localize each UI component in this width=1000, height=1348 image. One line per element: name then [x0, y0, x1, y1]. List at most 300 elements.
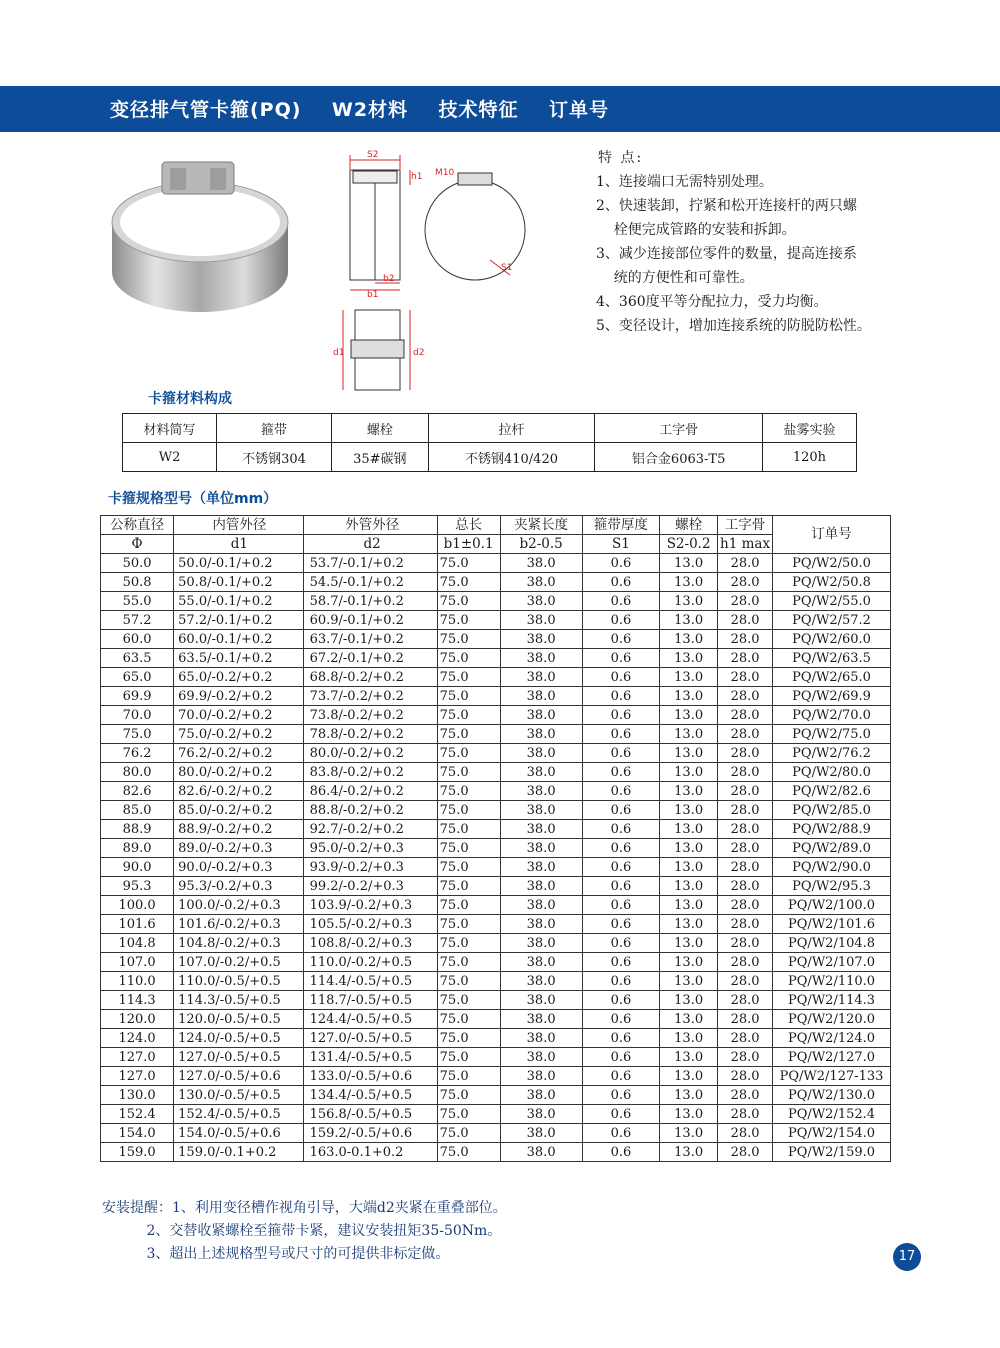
note-line: 3、超出上述规格型号或尺寸的可提供非标定做。 [102, 1246, 450, 1262]
material-cell: 35#碳钢 [332, 443, 429, 472]
spec-cell: PQ/W2/76.2 [773, 744, 891, 763]
spec-header-cell: 工字骨 [718, 516, 773, 535]
material-header-cell: 箍带 [217, 414, 332, 443]
spec-row [101, 611, 891, 630]
feature-item: 统的方便性和可靠性。 [596, 270, 754, 286]
spec-cell: 75.0 [437, 915, 500, 934]
spec-subheader-cell: h1 max [718, 535, 773, 554]
spec-cell: 89.0 [101, 839, 174, 858]
label-h1: h1 [411, 172, 423, 182]
spec-cell: 0.6 [582, 858, 660, 877]
feature-item: 1、连接端口无需特别处理。 [596, 174, 773, 190]
spec-cell: 13.0 [660, 1124, 718, 1143]
spec-row [101, 668, 891, 687]
spec-cell: 38.0 [500, 744, 582, 763]
spec-cell: 69.9 [101, 687, 174, 706]
spec-cell: 63.7/-0.1/+0.2 [303, 630, 437, 649]
spec-cell: 38.0 [500, 896, 582, 915]
spec-header [101, 516, 891, 554]
spec-row [101, 725, 891, 744]
spec-cell: 114.3 [101, 991, 174, 1010]
spec-cell: 28.0 [718, 782, 773, 801]
spec-row [101, 1105, 891, 1124]
spec-cell: 60.0/-0.1/+0.2 [174, 630, 303, 649]
spec-cell: 159.2/-0.5/+0.6 [303, 1124, 437, 1143]
spec-row [101, 1048, 891, 1067]
spec-subheader-cell: S2-0.2 [660, 535, 718, 554]
spec-cell: 0.6 [582, 1048, 660, 1067]
spec-cell: 85.0 [101, 801, 174, 820]
spec-cell: 28.0 [718, 1124, 773, 1143]
spec-cell: 13.0 [660, 1048, 718, 1067]
spec-cell: 163.0-0.1+0.2 [303, 1143, 437, 1162]
spec-cell: PQ/W2/114.3 [773, 991, 891, 1010]
spec-cell: 58.7/-0.1/+0.2 [303, 592, 437, 611]
spec-row [101, 972, 891, 991]
spec-cell: 28.0 [718, 1010, 773, 1029]
spec-cell: 159.0/-0.1+0.2 [174, 1143, 303, 1162]
spec-cell: 50.0/-0.1/+0.2 [174, 554, 303, 573]
spec-cell: 0.6 [582, 1124, 660, 1143]
spec-cell: PQ/W2/88.9 [773, 820, 891, 839]
spec-cell: 28.0 [718, 896, 773, 915]
material-cell: 120h [762, 443, 856, 472]
spec-cell: 28.0 [718, 763, 773, 782]
spec-cell: 107.0 [101, 953, 174, 972]
spec-cell: 28.0 [718, 611, 773, 630]
spec-cell: 0.6 [582, 915, 660, 934]
spec-header-cell: 螺栓 [660, 516, 718, 535]
spec-cell: 70.0 [101, 706, 174, 725]
spec-row [101, 649, 891, 668]
spec-cell: 54.5/-0.1/+0.2 [303, 573, 437, 592]
spec-cell: 131.4/-0.5/+0.5 [303, 1048, 437, 1067]
spec-cell: 38.0 [500, 1010, 582, 1029]
spec-cell: 82.6 [101, 782, 174, 801]
material-cell: 不锈钢410/420 [428, 443, 595, 472]
spec-cell: 0.6 [582, 611, 660, 630]
spec-cell: 88.9/-0.2/+0.2 [174, 820, 303, 839]
spec-cell: 152.4/-0.5/+0.5 [174, 1105, 303, 1124]
spec-cell: 28.0 [718, 554, 773, 573]
spec-row [101, 1086, 891, 1105]
spec-cell: 50.0 [101, 554, 174, 573]
spec-cell: PQ/W2/154.0 [773, 1124, 891, 1143]
label-d2: d2 [413, 348, 425, 358]
spec-cell: 75.0 [437, 972, 500, 991]
spec-cell: 75.0 [437, 839, 500, 858]
spec-cell: 28.0 [718, 725, 773, 744]
spec-cell: 110.0/-0.5/+0.5 [174, 972, 303, 991]
spec-cell: 13.0 [660, 858, 718, 877]
spec-cell: 110.0/-0.2/+0.5 [303, 953, 437, 972]
spec-row [101, 953, 891, 972]
spec-cell: 38.0 [500, 630, 582, 649]
spec-cell: 86.4/-0.2/+0.2 [303, 782, 437, 801]
spec-cell: 73.8/-0.2/+0.2 [303, 706, 437, 725]
spec-cell: 38.0 [500, 877, 582, 896]
spec-cell: 50.8 [101, 573, 174, 592]
spec-cell: 75.0 [437, 934, 500, 953]
spec-subheader-cell: d1 [174, 535, 303, 554]
spec-cell: 88.9 [101, 820, 174, 839]
spec-cell: 82.6/-0.2/+0.2 [174, 782, 303, 801]
spec-row [101, 1143, 891, 1162]
spec-cell: 75.0 [437, 763, 500, 782]
spec-cell: 28.0 [718, 630, 773, 649]
spec-cell: 0.6 [582, 972, 660, 991]
spec-cell: PQ/W2/95.3 [773, 877, 891, 896]
spec-cell: 75.0 [437, 1124, 500, 1143]
spec-cell: 0.6 [582, 1105, 660, 1124]
spec-cell: PQ/W2/65.0 [773, 668, 891, 687]
spec-cell: 38.0 [500, 991, 582, 1010]
spec-cell: 100.0/-0.2/+0.3 [174, 896, 303, 915]
spec-cell: 75.0 [437, 1048, 500, 1067]
spec-cell: PQ/W2/124.0 [773, 1029, 891, 1048]
spec-row [101, 839, 891, 858]
spec-cell: 28.0 [718, 820, 773, 839]
spec-cell: 101.6 [101, 915, 174, 934]
spec-cell: PQ/W2/80.0 [773, 763, 891, 782]
spec-row [101, 858, 891, 877]
label-b2: b2 [383, 274, 395, 284]
spec-cell: 38.0 [500, 1143, 582, 1162]
spec-cell: PQ/W2/120.0 [773, 1010, 891, 1029]
spec-section-title: 卡箍规格型号（单位mm） [108, 491, 278, 507]
spec-cell: PQ/W2/89.0 [773, 839, 891, 858]
spec-cell: 38.0 [500, 858, 582, 877]
spec-cell: 0.6 [582, 1143, 660, 1162]
spec-row [101, 1124, 891, 1143]
spec-cell: 0.6 [582, 1086, 660, 1105]
material-cell: 铝合金6063-T5 [595, 443, 763, 472]
material-section-title: 卡箍材料构成 [148, 391, 232, 407]
spec-cell: 0.6 [582, 649, 660, 668]
spec-cell: 38.0 [500, 915, 582, 934]
spec-cell: 38.0 [500, 953, 582, 972]
spec-row [101, 801, 891, 820]
spec-cell: 0.6 [582, 744, 660, 763]
spec-cell: 156.8/-0.5/+0.5 [303, 1105, 437, 1124]
spec-cell: 93.9/-0.2/+0.3 [303, 858, 437, 877]
spec-cell: 38.0 [500, 592, 582, 611]
spec-cell: 28.0 [718, 1048, 773, 1067]
spec-cell: 38.0 [500, 820, 582, 839]
spec-cell: 83.8/-0.2/+0.2 [303, 763, 437, 782]
spec-cell: 28.0 [718, 668, 773, 687]
spec-cell: 38.0 [500, 1086, 582, 1105]
spec-cell: 75.0 [437, 877, 500, 896]
spec-row [101, 554, 891, 573]
spec-cell: 0.6 [582, 782, 660, 801]
page-number: 17 [893, 1243, 921, 1271]
spec-cell: 75.0 [437, 687, 500, 706]
spec-row [101, 915, 891, 934]
spec-cell: 75.0 [437, 744, 500, 763]
spec-cell: 13.0 [660, 839, 718, 858]
spec-cell: 73.7/-0.2/+0.2 [303, 687, 437, 706]
spec-cell: 88.8/-0.2/+0.2 [303, 801, 437, 820]
technical-drawing [325, 145, 540, 395]
spec-subheader-cell: b2-0.5 [500, 535, 582, 554]
feature-item: 4、360度平等分配拉力，受力均衡。 [596, 294, 828, 310]
spec-cell: 28.0 [718, 706, 773, 725]
spec-subheader-cell: b1±0.1 [437, 535, 500, 554]
spec-cell: 130.0/-0.5/+0.5 [174, 1086, 303, 1105]
spec-cell: PQ/W2/104.8 [773, 934, 891, 953]
spec-cell: 0.6 [582, 725, 660, 744]
material-cell: 不锈钢304 [217, 443, 332, 472]
spec-cell: 80.0/-0.2/+0.2 [303, 744, 437, 763]
spec-cell: 13.0 [660, 1105, 718, 1124]
spec-body [101, 554, 891, 1162]
spec-cell: PQ/W2/50.8 [773, 573, 891, 592]
spec-row [101, 1029, 891, 1048]
spec-cell: 0.6 [582, 668, 660, 687]
spec-cell: 75.0/-0.2/+0.2 [174, 725, 303, 744]
spec-subheader-cell: Φ [101, 535, 174, 554]
spec-cell: 133.0/-0.5/+0.6 [303, 1067, 437, 1086]
spec-cell: 92.7/-0.2/+0.2 [303, 820, 437, 839]
page-title: 变径排气管卡箍(PQ) W2材料 技术特征 订单号 [110, 99, 609, 121]
spec-cell: 65.0/-0.2/+0.2 [174, 668, 303, 687]
spec-cell: 50.8/-0.1/+0.2 [174, 573, 303, 592]
spec-cell: 13.0 [660, 972, 718, 991]
spec-cell: 114.4/-0.5/+0.5 [303, 972, 437, 991]
spec-cell: 38.0 [500, 706, 582, 725]
material-header-cell: 螺栓 [332, 414, 429, 443]
install-notes [102, 1197, 507, 1266]
features-list [596, 146, 996, 338]
spec-cell: 28.0 [718, 972, 773, 991]
spec-cell: 127.0 [101, 1048, 174, 1067]
spec-cell: 13.0 [660, 611, 718, 630]
spec-cell: 38.0 [500, 687, 582, 706]
spec-cell: 38.0 [500, 1067, 582, 1086]
spec-cell: 38.0 [500, 554, 582, 573]
spec-cell: 75.0 [437, 630, 500, 649]
spec-cell: 28.0 [718, 1086, 773, 1105]
spec-cell: 0.6 [582, 953, 660, 972]
spec-subheader-row [101, 535, 891, 554]
spec-cell: 28.0 [718, 839, 773, 858]
label-d1: d1 [333, 348, 345, 358]
spec-cell: 38.0 [500, 801, 582, 820]
spec-cell: 38.0 [500, 611, 582, 630]
spec-cell: 90.0/-0.2/+0.3 [174, 858, 303, 877]
spec-cell: 99.2/-0.2/+0.3 [303, 877, 437, 896]
spec-cell: 75.0 [437, 725, 500, 744]
spec-cell: PQ/W2/60.0 [773, 630, 891, 649]
spec-cell: 75.0 [437, 820, 500, 839]
spec-cell: 75.0 [437, 991, 500, 1010]
spec-cell: 13.0 [660, 725, 718, 744]
material-table [122, 413, 857, 472]
spec-cell: 127.0 [101, 1067, 174, 1086]
spec-cell: 38.0 [500, 782, 582, 801]
spec-cell: 13.0 [660, 1143, 718, 1162]
spec-cell: 127.0/-0.5/+0.6 [174, 1067, 303, 1086]
spec-cell: 70.0/-0.2/+0.2 [174, 706, 303, 725]
spec-cell: 0.6 [582, 573, 660, 592]
spec-cell: 130.0 [101, 1086, 174, 1105]
material-header-cell: 材料简写 [123, 414, 217, 443]
spec-cell: 57.2/-0.1/+0.2 [174, 611, 303, 630]
spec-cell: 13.0 [660, 668, 718, 687]
spec-cell: 13.0 [660, 953, 718, 972]
spec-cell: 13.0 [660, 763, 718, 782]
features-title: 特 点: [598, 150, 644, 166]
label-b1: b1 [367, 290, 379, 300]
spec-cell: 53.7/-0.1/+0.2 [303, 554, 437, 573]
spec-cell: 63.5 [101, 649, 174, 668]
spec-cell: 38.0 [500, 649, 582, 668]
spec-cell: 78.8/-0.2/+0.2 [303, 725, 437, 744]
spec-cell: 28.0 [718, 744, 773, 763]
spec-cell: 13.0 [660, 915, 718, 934]
spec-cell: 38.0 [500, 573, 582, 592]
spec-cell: 28.0 [718, 592, 773, 611]
spec-cell: 13.0 [660, 801, 718, 820]
feature-item: 栓便完成管路的安装和拆卸。 [596, 222, 796, 238]
spec-cell: 75.0 [101, 725, 174, 744]
material-header-row [123, 414, 857, 443]
spec-cell: 75.0 [437, 782, 500, 801]
spec-cell: 75.0 [437, 801, 500, 820]
spec-cell: 89.0/-0.2/+0.3 [174, 839, 303, 858]
spec-row [101, 820, 891, 839]
spec-cell: PQ/W2/69.9 [773, 687, 891, 706]
spec-row [101, 991, 891, 1010]
spec-cell: 38.0 [500, 763, 582, 782]
clamp-photo [100, 152, 300, 322]
spec-cell: 114.3/-0.5/+0.5 [174, 991, 303, 1010]
spec-cell: 120.0 [101, 1010, 174, 1029]
spec-cell: 0.6 [582, 839, 660, 858]
spec-header-cell: 箍带厚度 [582, 516, 660, 535]
spec-cell: 38.0 [500, 934, 582, 953]
spec-cell: 28.0 [718, 991, 773, 1010]
label-s2: S2 [367, 150, 379, 160]
spec-cell: 38.0 [500, 1105, 582, 1124]
spec-cell: 28.0 [718, 1105, 773, 1124]
spec-cell: 28.0 [718, 915, 773, 934]
spec-cell: PQ/W2/110.0 [773, 972, 891, 991]
spec-cell: 76.2 [101, 744, 174, 763]
note-line: 安装提醒：1、利用变径槽作视角引导，大端d2夹紧在重叠部位。 [102, 1200, 507, 1216]
spec-cell: 38.0 [500, 1029, 582, 1048]
spec-cell: PQ/W2/127.0 [773, 1048, 891, 1067]
spec-cell: 13.0 [660, 820, 718, 839]
spec-cell: 13.0 [660, 877, 718, 896]
spec-header-cell: 夹紧长度 [500, 516, 582, 535]
spec-header-cell: 订单号 [773, 516, 891, 554]
spec-header-cell: 公称直径 [101, 516, 174, 535]
spec-cell: 60.0 [101, 630, 174, 649]
spec-cell: PQ/W2/159.0 [773, 1143, 891, 1162]
spec-cell: 0.6 [582, 687, 660, 706]
spec-table [100, 515, 891, 1162]
spec-cell: 13.0 [660, 896, 718, 915]
spec-row [101, 706, 891, 725]
spec-cell: 75.0 [437, 554, 500, 573]
spec-cell: 75.0 [437, 1105, 500, 1124]
spec-cell: PQ/W2/152.4 [773, 1105, 891, 1124]
spec-cell: 105.5/-0.2/+0.3 [303, 915, 437, 934]
spec-cell: PQ/W2/100.0 [773, 896, 891, 915]
spec-cell: PQ/W2/55.0 [773, 592, 891, 611]
spec-cell: 38.0 [500, 1124, 582, 1143]
spec-cell: 124.4/-0.5/+0.5 [303, 1010, 437, 1029]
feature-item: 5、变径设计，增加连接系统的防脱防松性。 [596, 318, 871, 334]
spec-cell: 0.6 [582, 763, 660, 782]
spec-cell: 75.0 [437, 668, 500, 687]
spec-cell: 75.0 [437, 573, 500, 592]
spec-cell: 0.6 [582, 820, 660, 839]
spec-cell: 55.0 [101, 592, 174, 611]
feature-item: 2、快速装卸，拧紧和松开连接杆的两只螺 [596, 198, 857, 214]
spec-cell: 154.0/-0.5/+0.6 [174, 1124, 303, 1143]
spec-cell: PQ/W2/57.2 [773, 611, 891, 630]
spec-cell: 75.0 [437, 649, 500, 668]
spec-row [101, 877, 891, 896]
spec-header-cell: 内管外径 [174, 516, 303, 535]
spec-cell: 75.0 [437, 1143, 500, 1162]
spec-cell: 75.0 [437, 706, 500, 725]
spec-cell: 38.0 [500, 972, 582, 991]
spec-cell: 13.0 [660, 991, 718, 1010]
spec-cell: PQ/W2/127-133 [773, 1067, 891, 1086]
spec-cell: 0.6 [582, 706, 660, 725]
spec-cell: PQ/W2/85.0 [773, 801, 891, 820]
spec-cell: 13.0 [660, 687, 718, 706]
spec-cell: PQ/W2/90.0 [773, 858, 891, 877]
spec-cell: 38.0 [500, 725, 582, 744]
material-cell: W2 [123, 443, 217, 472]
spec-header-row [101, 516, 891, 535]
spec-row [101, 592, 891, 611]
spec-cell: 110.0 [101, 972, 174, 991]
spec-row [101, 744, 891, 763]
spec-cell: 38.0 [500, 668, 582, 687]
spec-cell: 108.8/-0.2/+0.3 [303, 934, 437, 953]
spec-cell: 85.0/-0.2/+0.2 [174, 801, 303, 820]
spec-cell: 75.0 [437, 1067, 500, 1086]
spec-cell: 118.7/-0.5/+0.5 [303, 991, 437, 1010]
spec-cell: 127.0/-0.5/+0.5 [303, 1029, 437, 1048]
spec-cell: 60.9/-0.1/+0.2 [303, 611, 437, 630]
spec-cell: 13.0 [660, 630, 718, 649]
spec-cell: 80.0 [101, 763, 174, 782]
spec-cell: PQ/W2/70.0 [773, 706, 891, 725]
spec-cell: 28.0 [718, 573, 773, 592]
spec-cell: 154.0 [101, 1124, 174, 1143]
spec-cell: PQ/W2/107.0 [773, 953, 891, 972]
spec-cell: 0.6 [582, 991, 660, 1010]
spec-cell: 28.0 [718, 1029, 773, 1048]
spec-cell: 65.0 [101, 668, 174, 687]
header-banner [0, 86, 1000, 132]
spec-cell: 100.0 [101, 896, 174, 915]
spec-cell: 134.4/-0.5/+0.5 [303, 1086, 437, 1105]
spec-cell: 13.0 [660, 573, 718, 592]
spec-cell: 28.0 [718, 877, 773, 896]
spec-cell: 63.5/-0.1/+0.2 [174, 649, 303, 668]
spec-cell: 55.0/-0.1/+0.2 [174, 592, 303, 611]
spec-row [101, 1067, 891, 1086]
spec-cell: 127.0/-0.5/+0.5 [174, 1048, 303, 1067]
